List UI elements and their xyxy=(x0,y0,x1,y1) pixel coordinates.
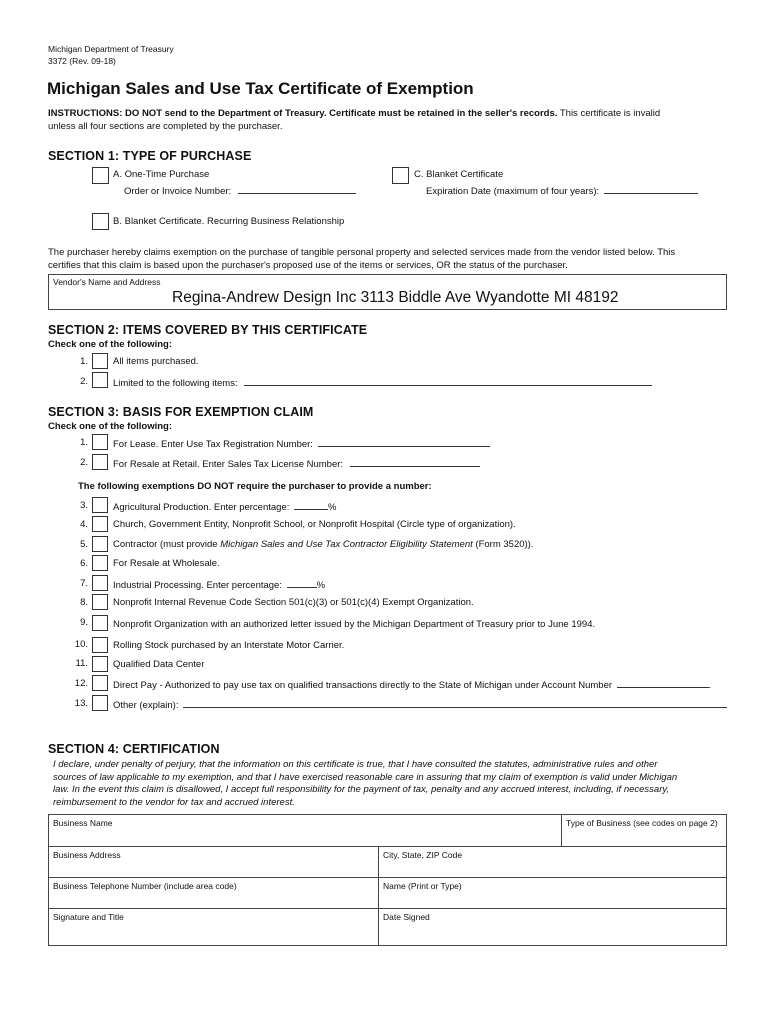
claim-line1: The purchaser hereby claims exemption on the purchase of tangible personal property and selected services made from the vendor listed below. This xyxy=(48,247,676,258)
agency-name: Michigan Department of Treasury xyxy=(48,44,174,54)
s2-item1-num: 1. xyxy=(80,356,88,367)
ag-percentage-field[interactable] xyxy=(294,500,328,510)
ex3-row xyxy=(113,500,336,513)
option-c-checkbox[interactable] xyxy=(392,167,409,184)
section3-check-one: Check one of the following: xyxy=(48,421,173,432)
instructions-line1 xyxy=(48,108,660,119)
sales-tax-license-field[interactable] xyxy=(350,457,480,467)
ex10-checkbox[interactable] xyxy=(92,637,108,653)
ex12-checkbox[interactable] xyxy=(92,675,108,691)
instructions-rest: This certificate is invalid xyxy=(559,108,661,119)
s2-item1-checkbox[interactable] xyxy=(92,353,108,369)
s3-item2-num: 2. xyxy=(80,457,88,468)
ex12-num: 12. xyxy=(74,678,88,689)
option-a-checkbox[interactable] xyxy=(92,167,109,184)
use-tax-number-field[interactable] xyxy=(318,437,490,447)
declaration-line1: I declare, under penalty of perjury, that the information on this certificate is true, that I have consulted the statutes, administrative rules and other xyxy=(53,759,658,770)
ex12-suffix: . xyxy=(708,680,712,691)
account-number-field[interactable] xyxy=(617,678,709,688)
claim-line2: certifies that this claim is based upon the purchaser's proposed use of the items or services, OR the status of the purchaser. xyxy=(48,260,568,271)
ex11-num: 11. xyxy=(75,658,88,669)
business-type-field[interactable] xyxy=(561,814,727,847)
ex7-num: 7. xyxy=(80,578,88,589)
section2-check-one: Check one of the following: xyxy=(48,339,173,350)
no-number-heading: The following exemptions DO NOT require the purchaser to provide a number: xyxy=(78,481,432,492)
ex13-checkbox[interactable] xyxy=(92,695,108,711)
s2-item2-label: Limited to the following items: xyxy=(113,378,238,389)
instructions-line2: unless all four sections are completed by the purchaser. xyxy=(48,121,283,132)
declaration-line3: law. In the event this claim is disallowed, I accept full responsibility for the payment of tax, penalty and any accrued interest, including, if necessary, xyxy=(53,784,670,795)
ex3-label: Agricultural Production. Enter percentage: xyxy=(113,502,290,513)
ex7-suffix: % xyxy=(316,580,326,591)
ex7-checkbox[interactable] xyxy=(92,575,108,591)
option-b-label: B. Blanket Certificate. Recurring Business Relationship xyxy=(113,216,345,227)
ex8-checkbox[interactable] xyxy=(92,594,108,610)
other-explain-field[interactable] xyxy=(183,698,727,708)
expiration-date-label: Expiration Date (maximum of four years): xyxy=(426,186,600,197)
name-print-label: Name (Print or Type) xyxy=(383,881,462,891)
limited-items-field[interactable] xyxy=(244,376,652,386)
form-number: 3372 (Rev. 09-18) xyxy=(48,56,116,66)
industrial-percentage-field[interactable] xyxy=(287,578,317,588)
ex3-checkbox[interactable] xyxy=(92,497,108,513)
vendor-box[interactable] xyxy=(48,274,727,310)
s3-item1-label: For Lease. Enter Use Tax Registration Number: xyxy=(113,439,313,450)
ex5-italic: Michigan Sales and Use Tax Contractor Eligibility Statement xyxy=(220,539,473,550)
declaration-line2: sources of law applicable to my exemption, and that I have exercised reasonable care in assuring that my claim of exemption is valid under Michigan xyxy=(53,771,678,783)
ex3-suffix: % xyxy=(328,502,337,513)
ex5-after: (Form 3520)). xyxy=(472,539,534,550)
ex11-label: Qualified Data Center xyxy=(113,659,205,670)
s3-item1-row xyxy=(113,437,490,450)
option-a-sub xyxy=(124,184,356,197)
business-type-label: Type of Business (see codes on page 2) xyxy=(566,818,718,828)
ex13-row xyxy=(113,698,727,711)
s3-item1-num: 1. xyxy=(80,437,88,448)
ex8-num: 8. xyxy=(80,597,88,608)
declaration xyxy=(53,759,677,809)
order-number-label: Order or Invoice Number: xyxy=(124,186,232,197)
city-state-zip-label: City, State, ZIP Code xyxy=(383,850,463,860)
option-c-label: C. Blanket Certificate xyxy=(414,169,504,180)
instructions-bold: INSTRUCTIONS: DO NOT send to the Department of Treasury. Certificate must be retained in the seller's records. xyxy=(48,108,558,119)
order-number-field[interactable] xyxy=(238,184,356,194)
ex4-num: 4. xyxy=(80,519,88,530)
ex12-row xyxy=(113,678,711,691)
business-address-field[interactable] xyxy=(48,846,379,878)
ex12-label: Direct Pay - Authorized to pay use tax on qualified transactions directly to the State of Michigan under Account Number xyxy=(113,680,613,691)
ex13-num: 13. xyxy=(74,698,88,709)
ex6-checkbox[interactable] xyxy=(92,555,108,571)
s3-item2-row xyxy=(113,457,480,470)
section3-heading: SECTION 3: BASIS FOR EXEMPTION CLAIM xyxy=(48,405,314,419)
option-c-sub xyxy=(426,184,698,197)
s2-item1-label: All items purchased. xyxy=(113,356,199,367)
vendor-label: Vendor's Name and Address xyxy=(53,277,161,287)
vendor-value: Regina-Andrew Design Inc 3113 Biddle Ave Wyandotte MI 48192 xyxy=(172,289,619,306)
phone-label: Business Telephone Number (include area code) xyxy=(53,881,237,891)
ex3-num: 3. xyxy=(80,500,88,511)
option-a-label: A. One-Time Purchase xyxy=(113,169,210,180)
ex4-label: Church, Government Entity, Nonprofit School, or Nonprofit Hospital (Circle type of organization). xyxy=(113,519,516,530)
ex9-num: 9. xyxy=(80,617,88,628)
declaration-line4: reimbursement to the vendor for tax and accrued interest. xyxy=(53,796,295,808)
s2-item2-row xyxy=(113,376,652,389)
ex9-label: Nonprofit Organization with an authorized letter issued by the Michigan Department of Treasury prior to June 1994. xyxy=(113,619,596,630)
ex7-row xyxy=(113,578,325,591)
ex5-row xyxy=(113,539,533,550)
ex11-checkbox[interactable] xyxy=(92,656,108,672)
ex10-num: 10. xyxy=(74,639,88,650)
s3-item2-label: For Resale at Retail. Enter Sales Tax License Number: xyxy=(113,459,344,470)
ex5-num: 5. xyxy=(80,539,88,550)
section1-heading: SECTION 1: TYPE OF PURCHASE xyxy=(48,149,252,163)
ex4-checkbox[interactable] xyxy=(92,516,108,532)
name-print-field[interactable] xyxy=(378,877,727,909)
s3-item2-checkbox[interactable] xyxy=(92,454,108,470)
phone-field[interactable] xyxy=(48,877,379,909)
business-name-label: Business Name xyxy=(53,818,113,828)
ex5-label: Contractor (must provide xyxy=(113,539,221,550)
ex6-num: 6. xyxy=(80,558,88,569)
signature-label: Signature and Title xyxy=(53,912,124,922)
option-b-checkbox[interactable] xyxy=(92,213,109,230)
page-title: Michigan Sales and Use Tax Certificate of Exemption xyxy=(47,79,474,98)
ex9-checkbox[interactable] xyxy=(92,615,108,631)
business-address-label: Business Address xyxy=(53,850,121,860)
signature-field[interactable] xyxy=(48,908,379,946)
s3-item1-checkbox[interactable] xyxy=(92,434,108,450)
section2-heading: SECTION 2: ITEMS COVERED BY THIS CERTIFICATE xyxy=(48,323,368,337)
ex8-label: Nonprofit Internal Revenue Code Section 501(c)(3) or 501(c)(4) Exempt Organization. xyxy=(113,597,474,608)
ex5-checkbox[interactable] xyxy=(92,536,108,552)
date-signed-label: Date Signed xyxy=(383,912,430,922)
ex13-label: Other (explain): xyxy=(113,700,179,711)
ex7-label: Industrial Processing. Enter percentage: xyxy=(113,580,282,591)
business-name-field[interactable] xyxy=(48,814,562,847)
s2-item2-num: 2. xyxy=(80,376,88,387)
s2-item2-checkbox[interactable] xyxy=(92,372,108,388)
section4-heading: SECTION 4: CERTIFICATION xyxy=(48,742,220,756)
ex10-label: Rolling Stock purchased by an Interstate Motor Carrier. xyxy=(113,640,345,651)
ex6-label: For Resale at Wholesale. xyxy=(113,558,220,569)
city-state-zip-field[interactable] xyxy=(378,846,727,878)
date-signed-field[interactable] xyxy=(378,908,727,946)
expiration-date-field[interactable] xyxy=(604,184,698,194)
